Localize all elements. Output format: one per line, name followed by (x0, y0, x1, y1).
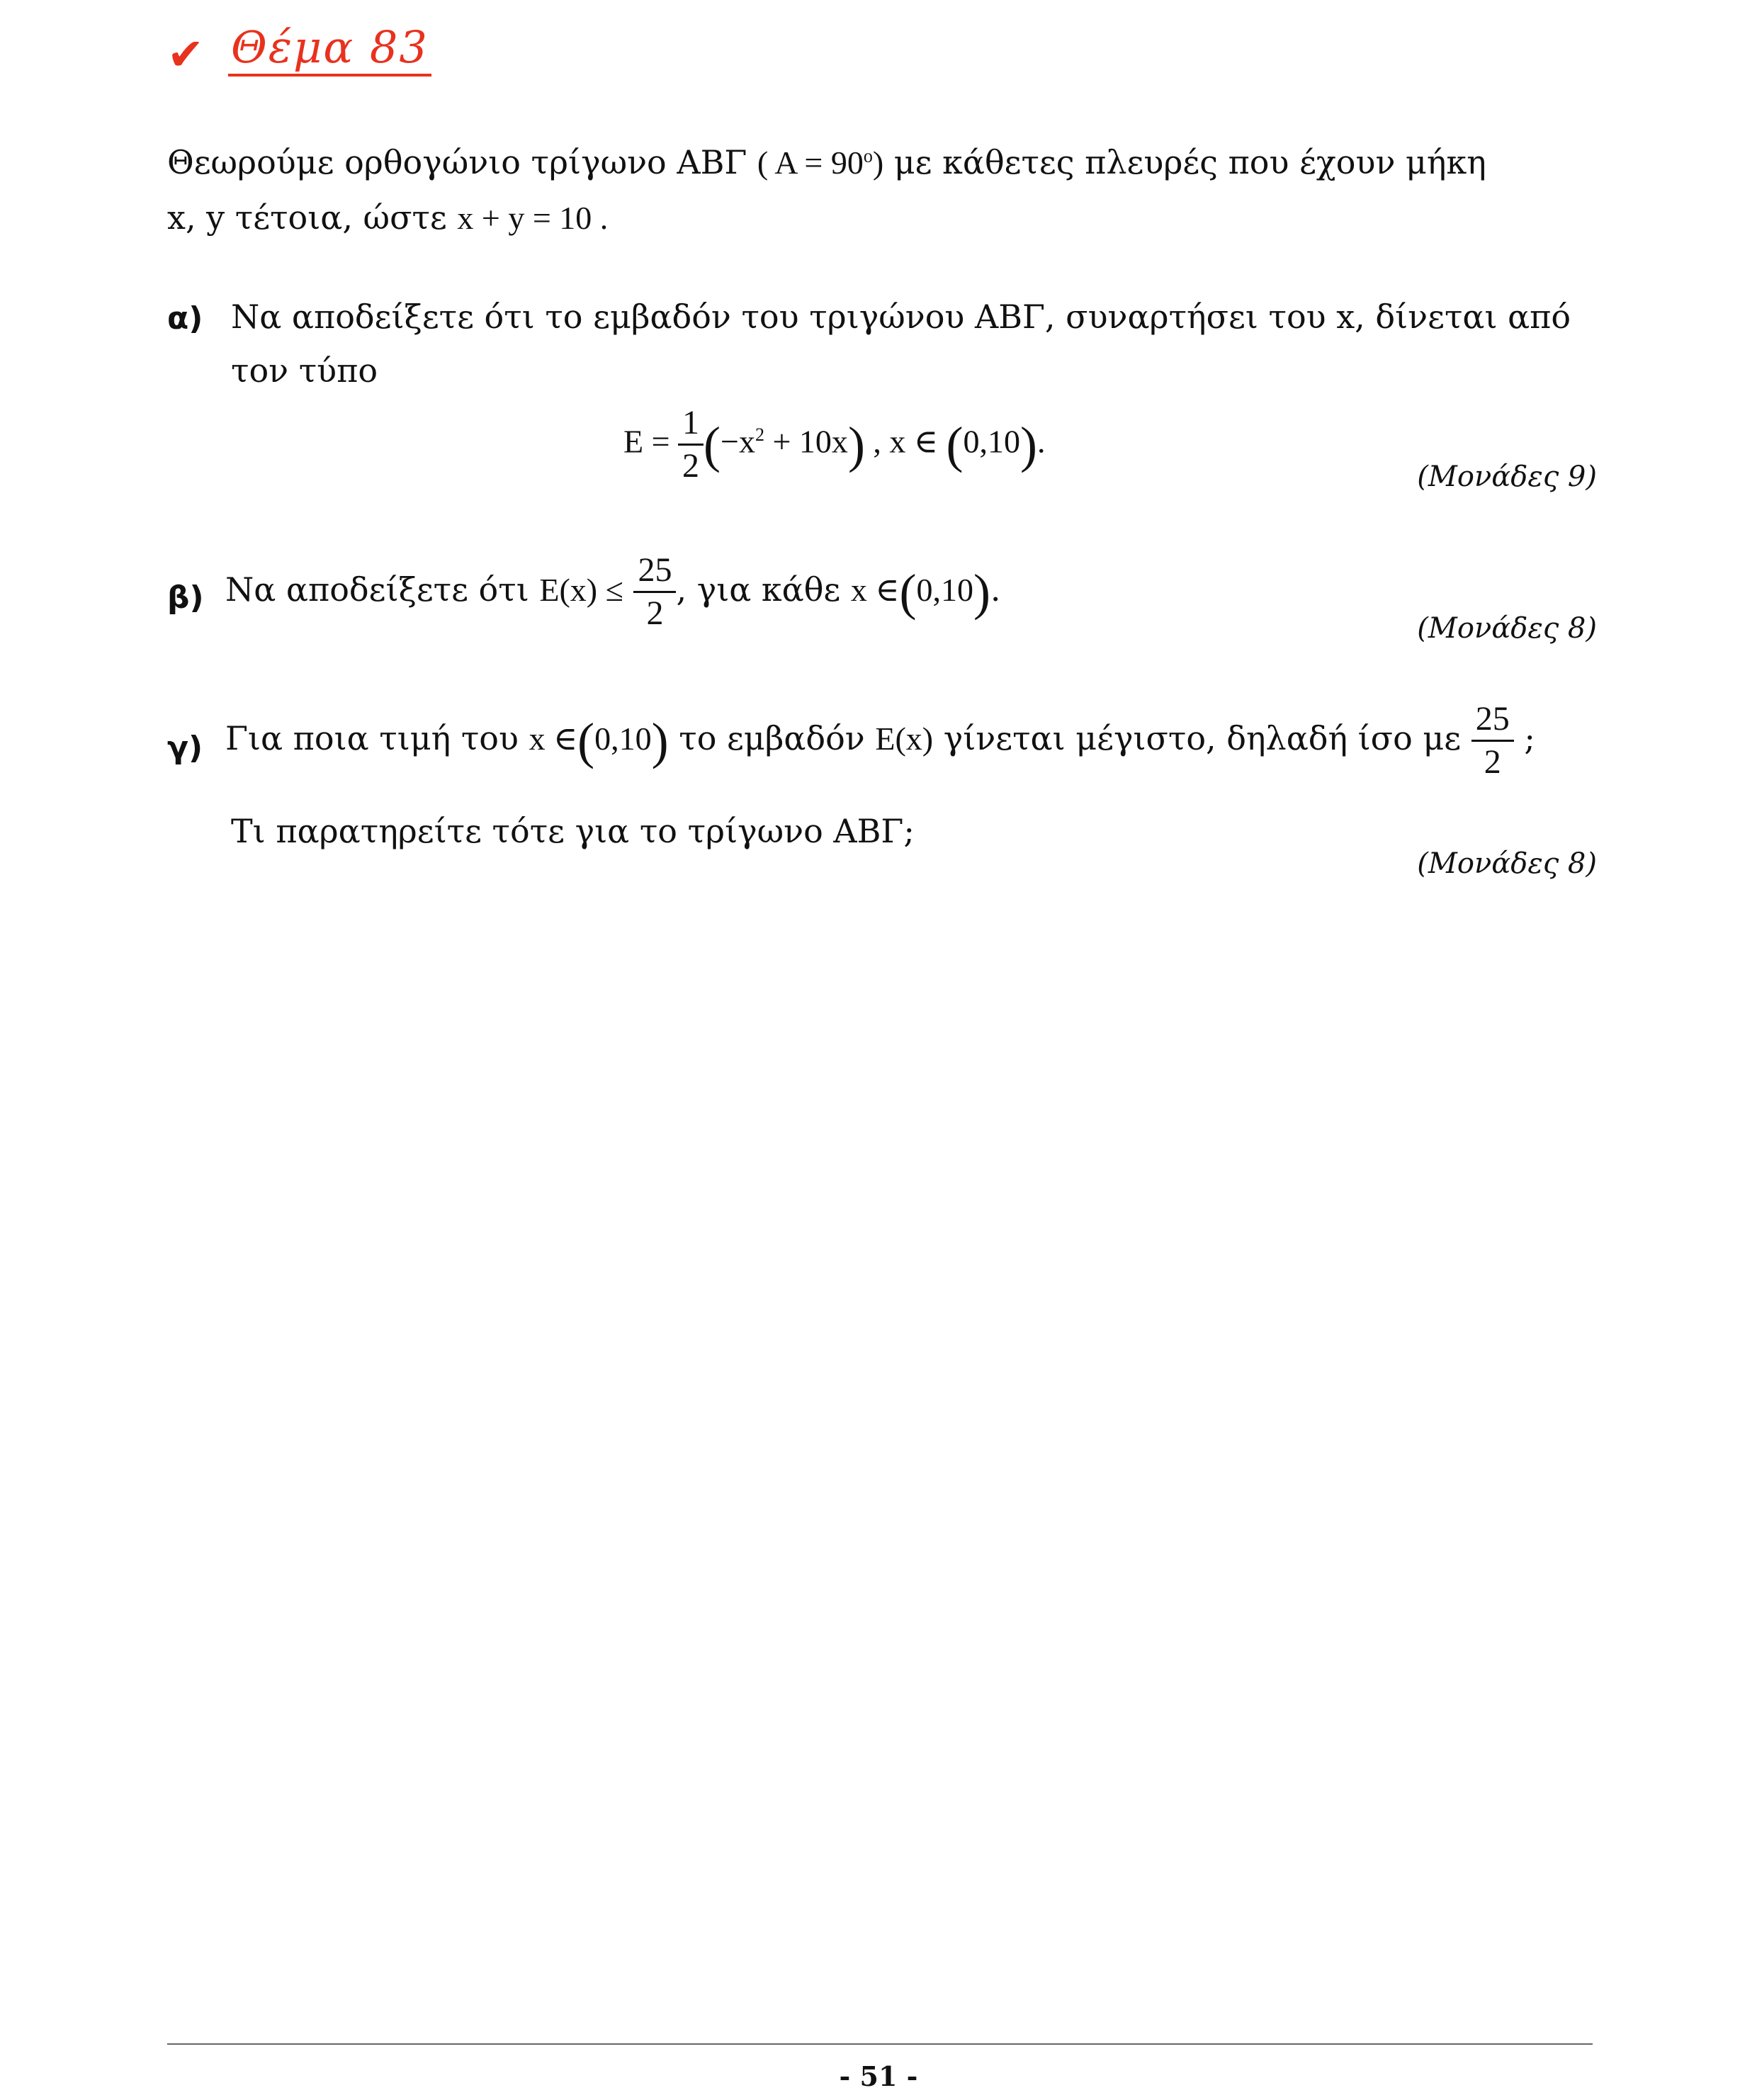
part-c-line-1: Για ποια τιμή του x ∈(0,10) το εμβαδόν Ε(x) γίνεται μέγιστο, δηλαδή ίσο με $\frac{25}{2}$ ; (225, 700, 1535, 781)
part-c-label: γ) (167, 730, 203, 766)
intro-text-a: Θεωρούμε ορθογώνιο τρίγωνο ΑΒΓ (167, 143, 747, 181)
section-title: Θέμα 83 (228, 26, 431, 77)
part-a-label: α) (167, 300, 203, 337)
formula-fraction: $\frac{1}{2}$ (678, 405, 704, 485)
footer-rule (167, 2043, 1593, 2045)
intro-text-c: x, y τέτοια, ώστε (167, 198, 447, 237)
part-b-line: Να αποδείξετε ότι Ε(x) ≤ $\frac{25}{2}$ , για κάθε x ∈(0,10). (225, 551, 1001, 633)
formula-domain: , x ∈ (873, 423, 938, 460)
intro-line-1 (167, 143, 1486, 181)
part-a-formula: Ε = $\frac{1}{2}$ $(-x^2 + 10x)$ , x ∈ (0,10). (623, 404, 1046, 485)
part-b-marks: (Μονάδες 8) (1417, 612, 1597, 645)
section-header (167, 21, 431, 80)
part-b-fraction: $\frac{25}{2}$ (633, 553, 676, 632)
part-a-marks: (Μονάδες 9) (1417, 461, 1597, 493)
part-b-label: β) (167, 580, 204, 616)
intro-angle-math: ( $A = 90^o$) (757, 145, 884, 181)
intro-text-b: με κάθετες πλευρές που έχουν μήκη (893, 143, 1486, 181)
intro-equation: x + y = 10 . (457, 200, 609, 236)
checkmark-icon: ✔ (167, 28, 204, 80)
page-number: - 51 - (839, 2060, 918, 2092)
intro-line-2 (167, 198, 609, 237)
part-a-line-2: τον τύπο (231, 351, 378, 390)
part-c-marks: (Μονάδες 8) (1417, 847, 1597, 880)
formula-lhs: Ε = (623, 423, 670, 460)
part-c-fraction: $\frac{25}{2}$ (1471, 701, 1514, 781)
part-a-line-1: Να αποδείξετε ότι το εμβαδόν του τριγώνου ΑΒΓ, συναρτήσει του x, δίνεται από (231, 298, 1571, 336)
part-c-line-2: Τι παρατηρείτε τότε για το τρίγωνο ΑΒΓ; (231, 812, 915, 850)
